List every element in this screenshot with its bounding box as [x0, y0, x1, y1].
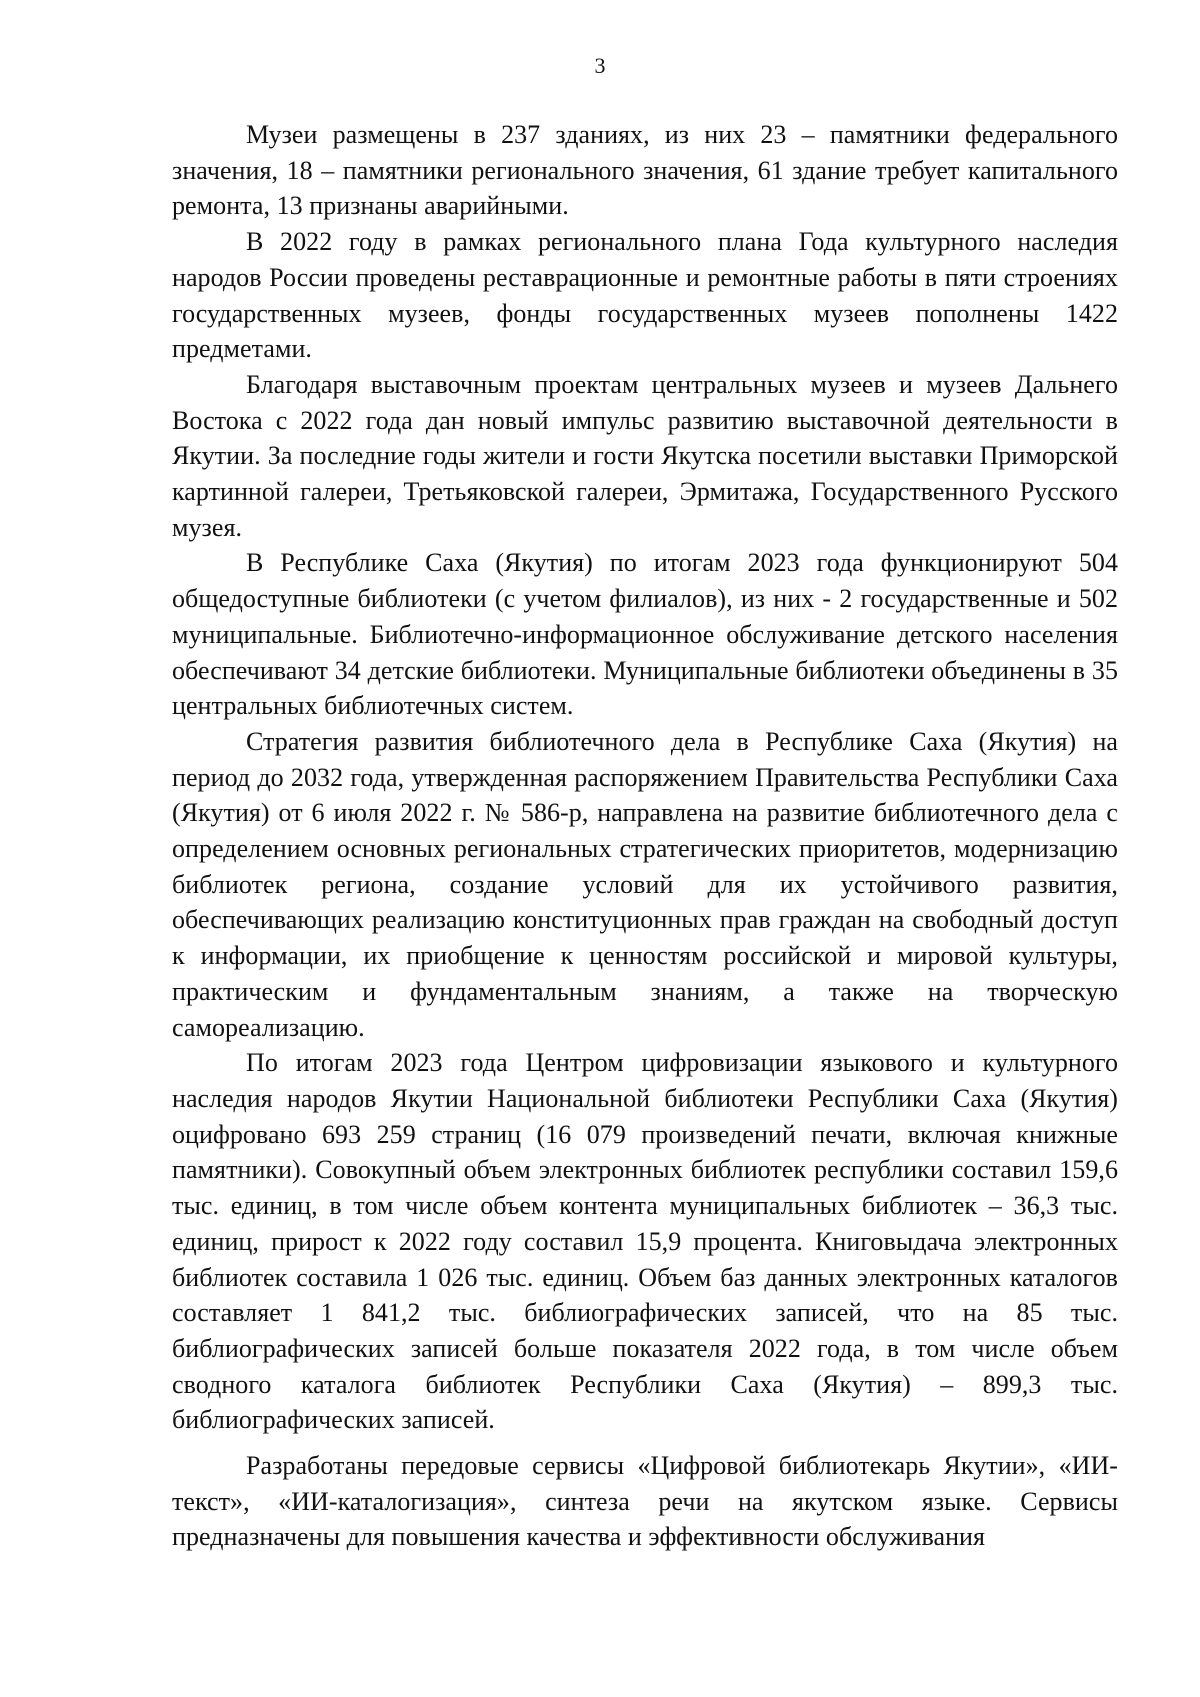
paragraph-museum-buildings: Музеи размещены в 237 зданиях, из них 23 – памятники федерального значения, 18 – памятники регионального значения, 61 здание требует капитального ремонта, 13 признаны аварийными.: [172, 120, 1118, 221]
paragraph-public-libraries: В Республике Саха (Якутия) по итогам 2023 года функционируют 504 общедоступные библиотеки (с учетом филиалов), из них - 2 государственные и 502 муниципальные. Библиотечно-информационное обслуживание детского населения обеспечивают 34 детские библиотеки. Муниципальные библиотеки объединены в 35 центральных библиотечных систем.: [172, 548, 1118, 721]
paragraph-exhibition-projects: Благодаря выставочным проектам центральных музеев и музеев Дальнего Востока с 2022 года дан новый импульс развитию выставочной деятельности в Якутии. За последние годы жители и гости Якутска посетили выставки Приморской картинной галереи, Третьяковской галереи, Эрмитажа, Государственного Русского музея.: [172, 369, 1118, 542]
paragraph-digital-services: Разработаны передовые сервисы «Цифровой библиотекарь Якутии», «ИИ-текст», «ИИ-каталогизация», синтеза речи на якутском языке. Сервисы предназначены для повышения качества и эффективности обслуживания: [172, 1451, 1118, 1552]
document-body: [172, 117, 1118, 1555]
paragraph-library-strategy: Стратегия развития библиотечного дела в Республике Саха (Якутия) на период до 2032 года, утвержденная распоряжением Правительства Республики Саха (Якутия) от 6 июля 2022 г. № 586-р, направлена на развитие библиотечного дела с определением основных региональных стратегических приоритетов, модернизацию библиотек региона, создание условий для их устойчивого развития, обеспечивающих реализацию конституционных прав граждан на свободный доступ к информации, их приобщение к ценностям российской и мировой культуры, практическим и фундаментальным знаниям, а также на творческую самореализацию.: [172, 726, 1118, 1042]
paragraph-restoration-works: В 2022 году в рамках регионального плана Года культурного наследия народов России проведены реставрационные и ремонтные работы в пяти строениях государственных музеев, фонды государственных музеев пополнены 1422 предметами.: [172, 227, 1118, 364]
paragraph-digitization-results: По итогам 2023 года Центром цифровизации языкового и культурного наследия народов Якутии Национальной библиотеки Республики Саха (Якутия) оцифровано 693 259 страниц (16 079 произведений печати, включая книжные памятники). Совокупный объем электронных библиотек республики составил 159,6 тыс. единиц, в том числе объем контента муниципальных библиотек – 36,3 тыс. единиц, прирост к 2022 году составил 15,9 процента. Книговыдача электронных библиотек составила 1 026 тыс. единиц. Объем баз данных электронных каталогов составляет 1 841,2 тыс. библиографических записей, что на 85 тыс. библиографических записей больше показателя 2022 года, в том числе объем сводного каталога библиотек Республики Саха (Якутия) – 899,3 тыс. библиографических записей.: [172, 1048, 1118, 1435]
page-number: 3: [594, 53, 606, 78]
